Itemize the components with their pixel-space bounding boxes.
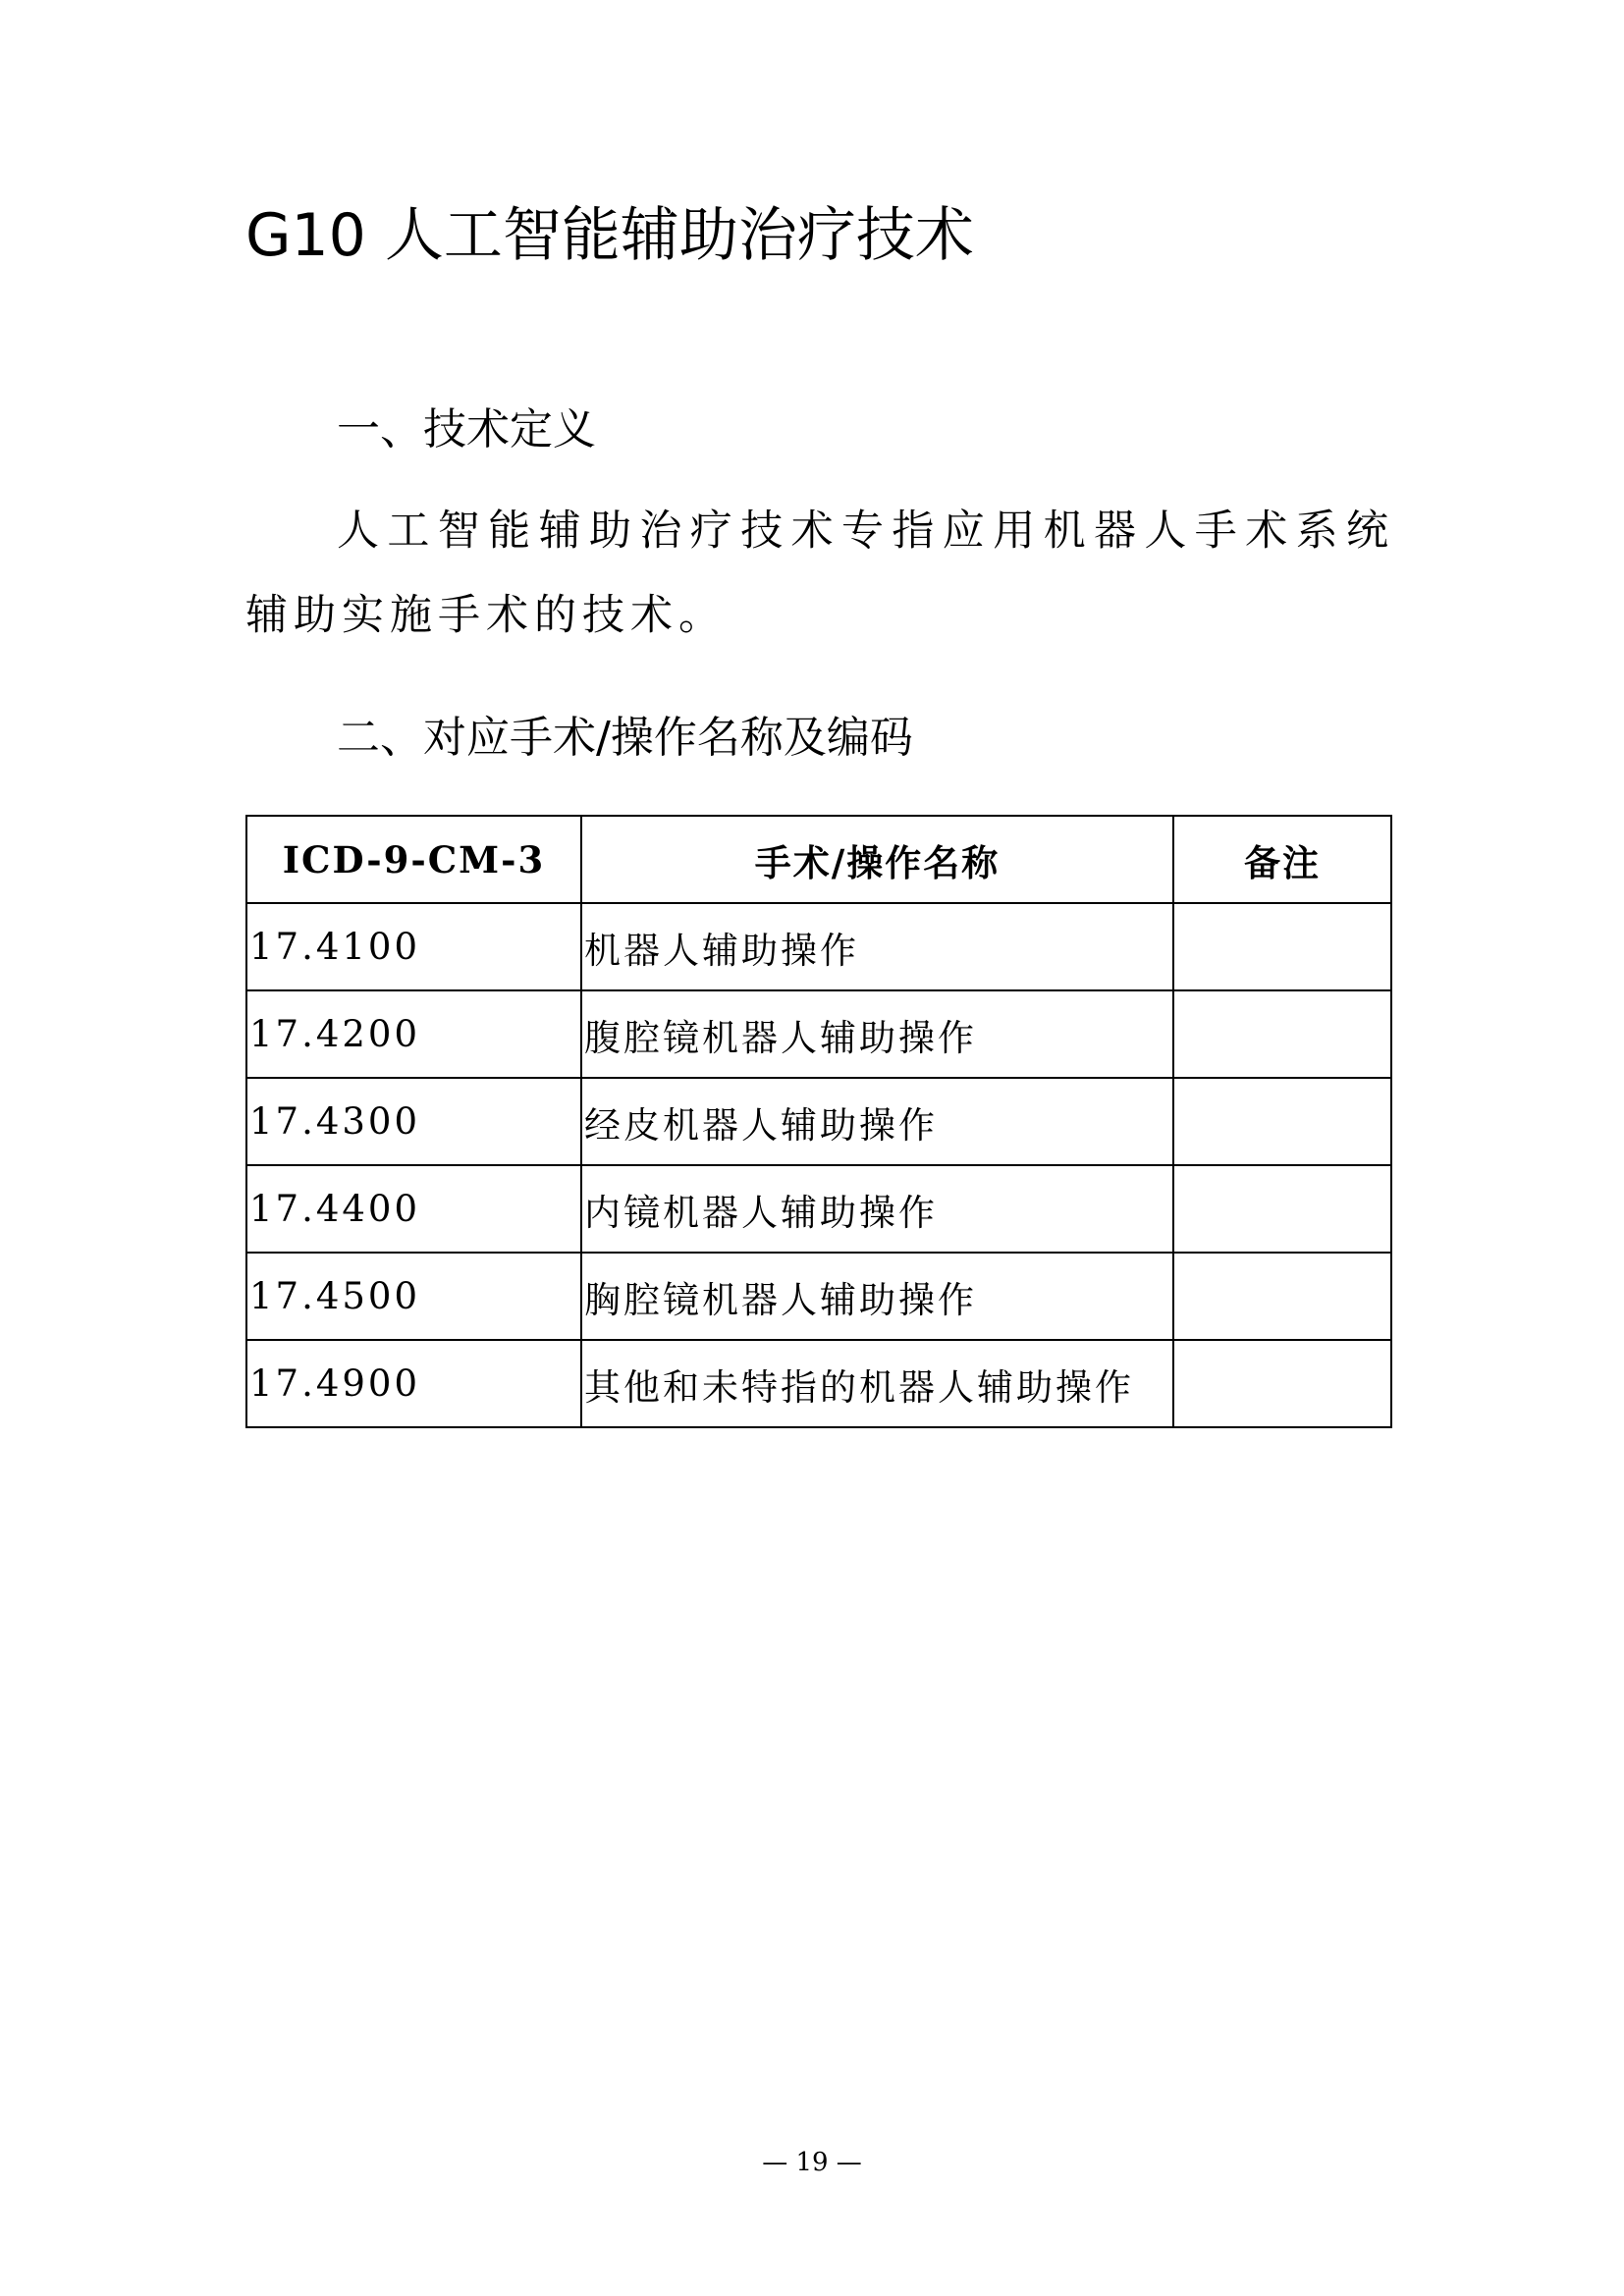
cell-code: 17.4200 <box>246 990 581 1078</box>
table-row <box>246 1253 1391 1340</box>
page-number: — 19 — <box>762 2148 862 2177</box>
table-header-row <box>246 816 1391 903</box>
cell-procedure-name: 胸腔镜机器人辅助操作 <box>581 1253 1173 1340</box>
cell-code: 17.4100 <box>246 903 581 990</box>
section-heading-definition: 一、技术定义 <box>337 404 596 454</box>
cell-note <box>1173 1165 1391 1253</box>
definition-paragraph: 人工智能辅助治疗技术专指应用机器人手术系统辅助实施手术的技术。 <box>245 507 1394 640</box>
procedure-code-table <box>245 815 1392 1428</box>
cell-code: 17.4500 <box>246 1253 581 1340</box>
table-row <box>246 990 1391 1078</box>
cell-code: 17.4300 <box>246 1078 581 1165</box>
cell-note <box>1173 1078 1391 1165</box>
table-row <box>246 1340 1391 1427</box>
header-note: 备注 <box>1173 816 1391 903</box>
cell-code: 17.4900 <box>246 1340 581 1427</box>
cell-note <box>1173 1253 1391 1340</box>
page-title: G10 人工智能辅助治疗技术 <box>245 201 974 270</box>
cell-procedure-name: 腹腔镜机器人辅助操作 <box>581 990 1173 1078</box>
cell-code: 17.4400 <box>246 1165 581 1253</box>
cell-procedure-name: 机器人辅助操作 <box>581 903 1173 990</box>
table-row <box>246 1165 1391 1253</box>
table-row <box>246 1078 1391 1165</box>
header-procedure-name: 手术/操作名称 <box>581 816 1173 903</box>
cell-procedure-name: 内镜机器人辅助操作 <box>581 1165 1173 1253</box>
cell-note <box>1173 990 1391 1078</box>
section-heading-codes: 二、对应手术/操作名称及编码 <box>337 713 913 763</box>
cell-procedure-name: 其他和未特指的机器人辅助操作 <box>581 1340 1173 1427</box>
cell-note <box>1173 903 1391 990</box>
header-code: ICD-9-CM-3 <box>246 816 581 903</box>
cell-note <box>1173 1340 1391 1427</box>
cell-procedure-name: 经皮机器人辅助操作 <box>581 1078 1173 1165</box>
table-row <box>246 903 1391 990</box>
